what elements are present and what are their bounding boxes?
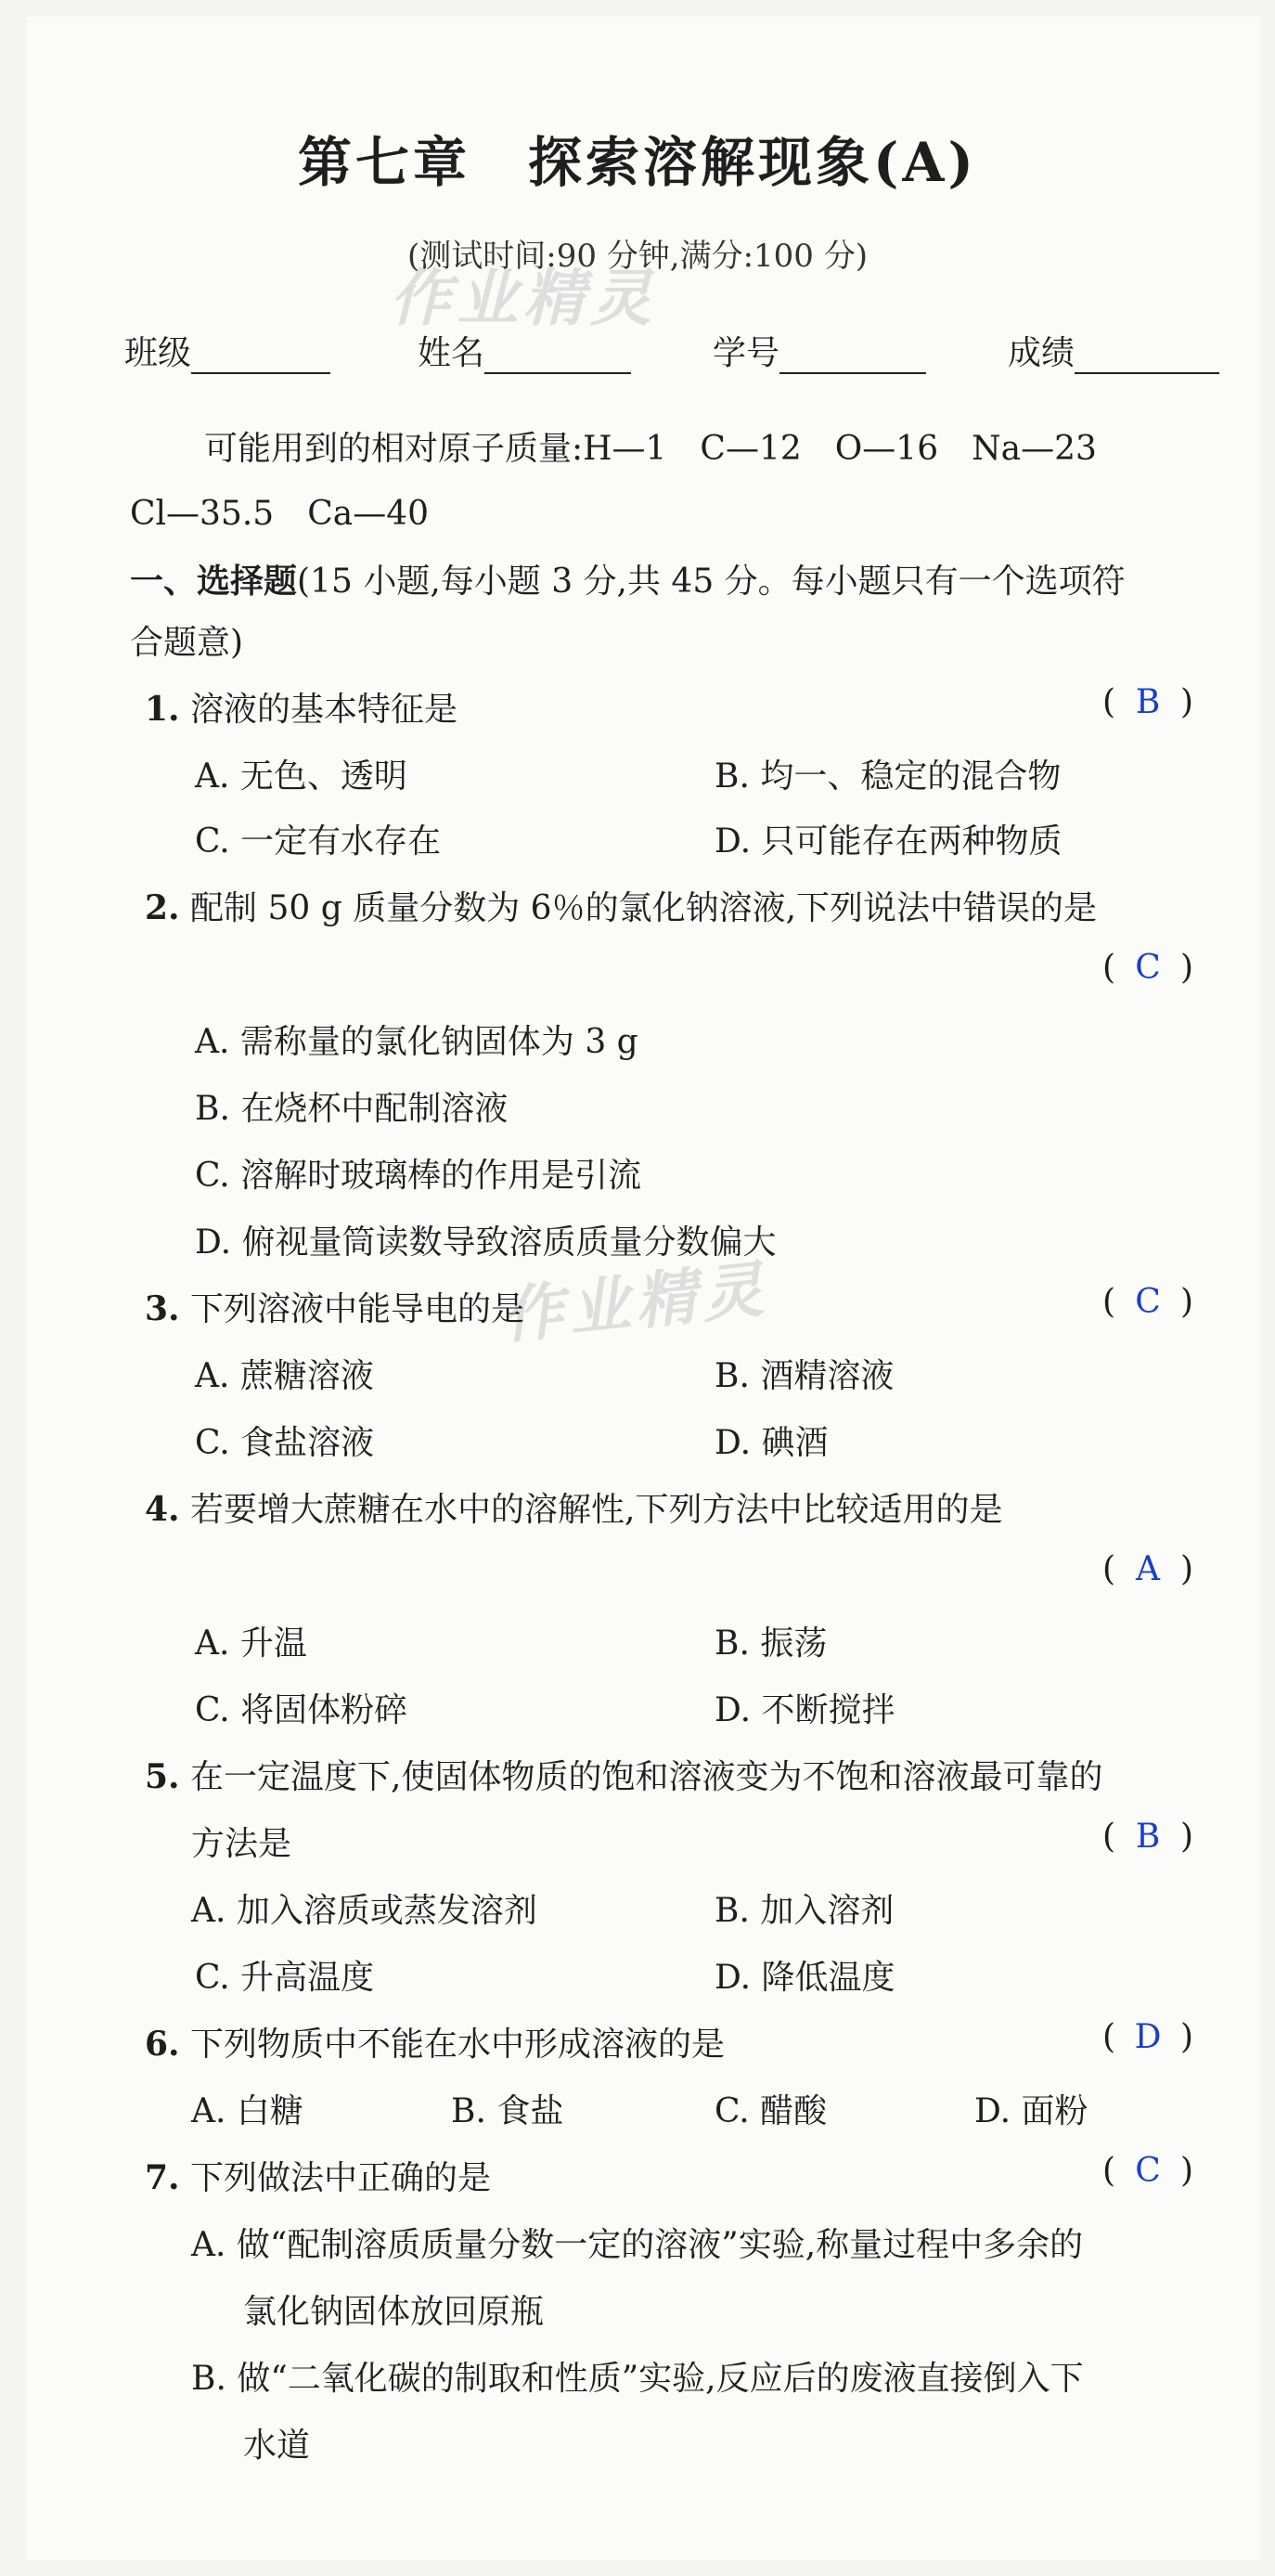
watermark: 作业精灵 [390, 262, 657, 334]
name-field: 姓名 [418, 327, 631, 374]
answer-5: ( B ) [1102, 1818, 1194, 1856]
q4-option-d: D. 不断搅拌 [715, 1691, 895, 1729]
score-field: 成绩 [1008, 327, 1219, 374]
question-6: 6. 下列物质中不能在水中形成溶液的是 [145, 2025, 726, 2064]
q1-option-b: B. 均一、稳定的混合物 [715, 757, 1062, 796]
q1-option-a: A. 无色、透明 [195, 757, 407, 796]
atomic-mass-line-2: Cl—35.5 Ca—40 [130, 495, 430, 533]
q6-option-a: A. 白糖 [191, 2092, 303, 2130]
watermark-2: 作业精灵 [498, 1252, 772, 1353]
test-info: (测试时间:90 分钟,满分:100 分) [406, 238, 869, 275]
question-2: 2. 配制 50 g 质量分数为 6％的氯化钠溶液,下列说法中错误的是 [145, 888, 1098, 927]
q4-option-a: A. 升温 [195, 1625, 307, 1663]
atomic-mass-line-1: 可能用到的相对原子质量:H—1 C—12 O—16 Na—23 [204, 430, 1097, 468]
section-desc-line-2: 合题意) [130, 624, 244, 662]
q5-option-c: C. 升高温度 [195, 1959, 375, 1997]
answer-3: ( C ) [1102, 1283, 1194, 1321]
q3-option-d: D. 碘酒 [715, 1424, 829, 1462]
q7-option-a-cont: 氯化钠固体放回原瓶 [243, 2293, 545, 2331]
q6-option-b: B. 食盐 [451, 2092, 564, 2130]
q3-option-b: B. 酒精溶液 [715, 1357, 895, 1395]
answer-6: ( D ) [1102, 2018, 1194, 2056]
q5-option-b: B. 加入溶剂 [715, 1892, 895, 1930]
q2-option-b: B. 在烧杯中配制溶液 [195, 1090, 509, 1128]
answer-1: ( B ) [1102, 683, 1194, 721]
q4-option-c: C. 将固体粉碎 [195, 1691, 408, 1729]
question-7: 7. 下列做法中正确的是 [145, 2158, 492, 2197]
q6-option-d: D. 面粉 [974, 2092, 1088, 2130]
q2-option-a: A. 需称量的氯化钠固体为 3 g [195, 1023, 638, 1061]
q7-option-b-cont: 水道 [243, 2427, 311, 2465]
student-id-field: 学号 [713, 327, 926, 374]
class-field: 班级 [124, 327, 330, 374]
q1-option-d: D. 只可能存在两种物质 [715, 822, 1062, 861]
question-1: 1. 溶液的基本特征是 [145, 690, 458, 729]
q1-option-c: C. 一定有水存在 [195, 822, 442, 861]
q6-option-c: C. 醋酸 [715, 2092, 828, 2130]
q4-option-b: B. 振荡 [715, 1625, 828, 1663]
question-5: 5. 在一定温度下,使固体物质的饱和溶液变为不饱和溶液最可靠的 [145, 1757, 1103, 1796]
q2-option-d: D. 俯视量筒读数导致溶质质量分数偏大 [195, 1223, 777, 1262]
q7-option-a: A. 做“配制溶质质量分数一定的溶液”实验,称量过程中多余的 [191, 2226, 1084, 2264]
q3-option-a: A. 蔗糖溶液 [195, 1357, 374, 1395]
q5-option-d: D. 降低温度 [715, 1959, 895, 1997]
answer-2: ( C ) [1102, 949, 1194, 987]
q3-option-c: C. 食盐溶液 [195, 1424, 375, 1462]
answer-7: ( C ) [1102, 2152, 1194, 2190]
q7-option-b: B. 做“二氧化碳的制取和性质”实验,反应后的废液直接倒入下 [191, 2360, 1084, 2398]
section-heading: 一、选择题(15 小题,每小题 3 分,共 45 分。每小题只有一个选项符 [130, 562, 1126, 601]
q5-option-a: A. 加入溶质或蒸发溶剂 [191, 1892, 537, 1930]
q2-option-c: C. 溶解时玻璃棒的作用是引流 [195, 1157, 642, 1195]
page-title: 第七章 探索溶解现象(A) [298, 131, 977, 194]
question-3: 3. 下列溶液中能导电的是 [145, 1289, 525, 1328]
question-4: 4. 若要增大蔗糖在水中的溶解性,下列方法中比较适用的是 [145, 1490, 1003, 1529]
question-5-cont: 方法是 [191, 1825, 292, 1863]
answer-4: ( A ) [1102, 1550, 1194, 1588]
